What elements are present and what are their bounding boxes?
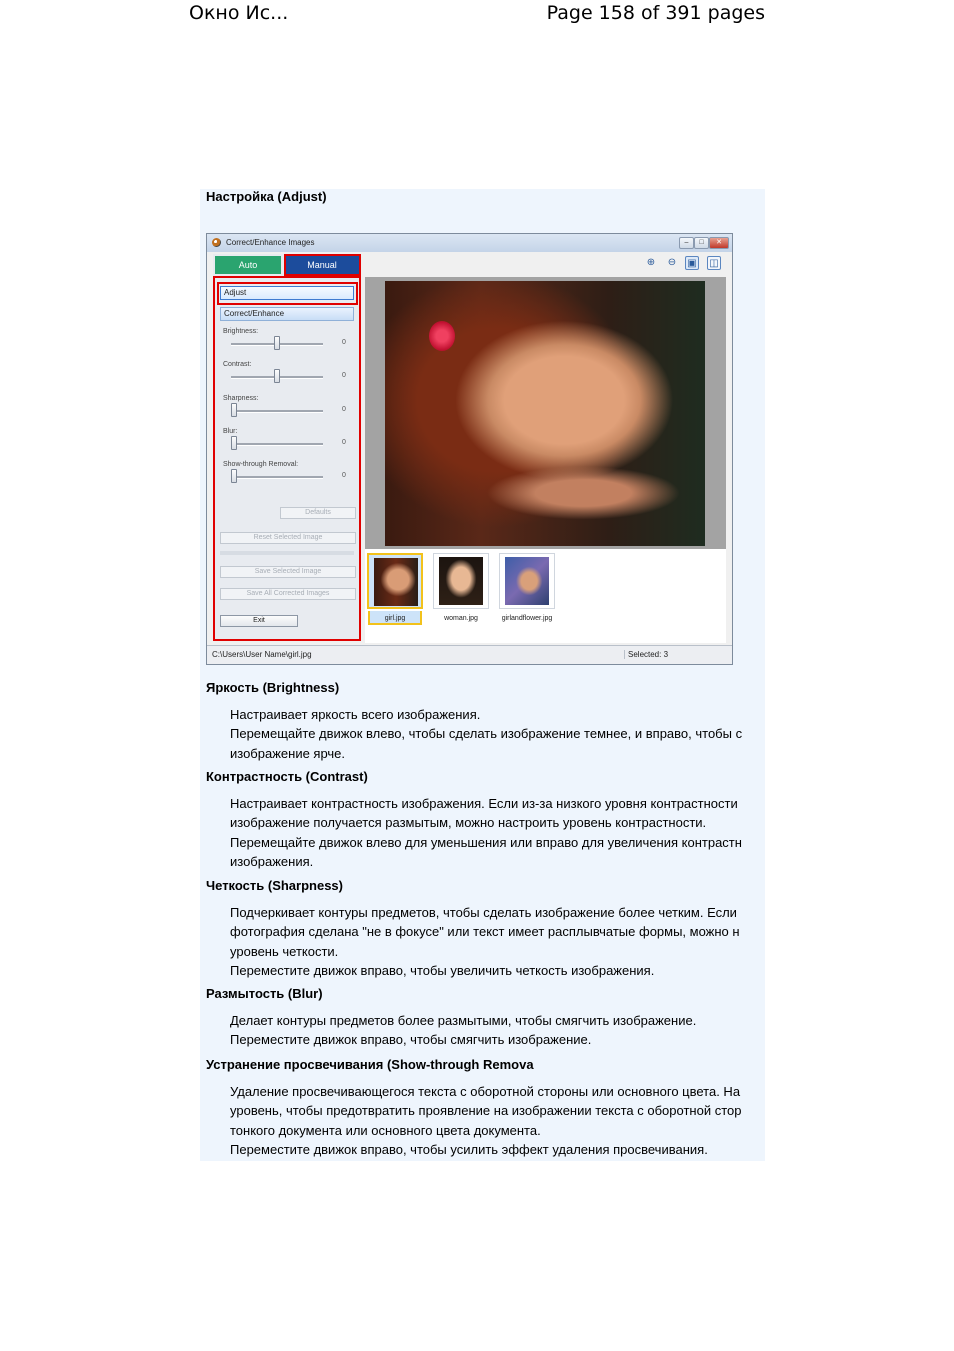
highlight-manual-tab xyxy=(284,254,361,276)
slider-thumb[interactable] xyxy=(274,336,280,350)
status-bar xyxy=(207,645,732,664)
zoom-in-icon[interactable]: ⊕ xyxy=(646,257,656,268)
text-line: уровень, чтобы предотвратить проявление на изображении текста с оборотной стор xyxy=(230,1103,742,1119)
correct-enhance-button[interactable]: Correct/Enhance xyxy=(220,307,354,321)
minimize-icon[interactable]: – xyxy=(679,237,694,249)
section-text xyxy=(230,705,742,763)
thumbnail-name: girlandflower.jpg xyxy=(501,615,553,622)
slider-label: Sharpness: xyxy=(223,394,259,402)
text-line: тонкого документа или основного цвета документа. xyxy=(230,1122,541,1138)
slider-label: Blur: xyxy=(223,427,238,435)
maximize-icon[interactable]: □ xyxy=(694,237,709,249)
thumbnail-image xyxy=(374,558,418,606)
slider-track[interactable] xyxy=(231,476,323,479)
exit-button[interactable]: Exit xyxy=(220,615,298,627)
section-heading: Контрастность (Contrast) xyxy=(206,769,368,784)
text-line: Перемещайте движок влево для уменьшения или вправо для увеличения контрастн xyxy=(230,834,742,850)
thumbnail-frame xyxy=(499,553,555,609)
text-line: Подчеркивает контуры предметов, чтобы сделать изображение более четким. Если xyxy=(230,905,737,920)
slider-track[interactable] xyxy=(231,343,323,346)
save-all-corrected-images-button[interactable]: Save All Corrected Images xyxy=(220,588,356,600)
window-title: Correct/Enhance Images xyxy=(226,238,315,247)
text-line: Делает контуры предметов более размытыми, чтобы смягчить изображение. xyxy=(230,1013,697,1028)
app-icon xyxy=(212,238,221,247)
correct-enhance-window xyxy=(206,233,733,665)
text-line: Переместите движок вправо, чтобы усилить эффект удаления просвечивания. xyxy=(230,1141,708,1157)
section-text xyxy=(230,1082,741,1159)
slider-label: Brightness: xyxy=(223,328,259,335)
status-path: C:\Users\User Name\girl.jpg xyxy=(212,650,312,659)
section-text xyxy=(230,1011,696,1050)
image-preview[interactable] xyxy=(365,277,726,549)
reset-selected-image-button[interactable]: Reset Selected Image xyxy=(220,532,356,544)
thumbnail-name: woman.jpg xyxy=(444,615,478,622)
slider-thumb[interactable] xyxy=(231,436,237,450)
tab-auto[interactable]: Auto xyxy=(215,256,281,274)
slider-thumb[interactable] xyxy=(231,403,237,417)
slider-label: Show-through Removal: xyxy=(223,461,299,469)
section-heading: Устранение просвечивания (Show-through Remova xyxy=(206,1057,534,1072)
slider-track[interactable] xyxy=(231,443,323,446)
left-pane xyxy=(213,254,361,641)
thumbnail-frame xyxy=(367,553,423,609)
window-titlebar xyxy=(207,234,732,252)
zoom-out-icon[interactable]: ⊖ xyxy=(667,257,677,268)
thumbnail-name: girl.jpg xyxy=(384,615,406,622)
thumbnail-image xyxy=(439,557,483,605)
section-heading: Яркость (Brightness) xyxy=(206,680,340,695)
page-header-left: Окно Ис... xyxy=(189,2,289,24)
text-line: Настраивает яркость всего изображения. xyxy=(230,707,481,722)
slider-thumb[interactable] xyxy=(231,469,237,483)
text-line: Удаление просвечивающегося текста с оборотной стороны или основного цвета. На xyxy=(230,1084,741,1099)
slider-value: 0 xyxy=(342,405,346,413)
adjust-button[interactable]: Adjust xyxy=(220,286,354,300)
slider-track[interactable] xyxy=(231,376,323,379)
view-whole-image-icon[interactable]: ▣ xyxy=(685,256,699,270)
slider-value: 0 xyxy=(342,472,346,480)
tab-manual[interactable]: Manual xyxy=(285,256,359,274)
slider-track[interactable] xyxy=(231,410,323,413)
status-selected-count: Selected: 3 xyxy=(624,650,668,659)
slider-value: 0 xyxy=(342,339,346,346)
text-line: изображение ярче. xyxy=(230,745,346,761)
section-text xyxy=(230,794,742,871)
flower-in-hair xyxy=(429,321,455,351)
slider-label: Contrast: xyxy=(223,361,252,369)
text-line: Переместите движок вправо, чтобы увеличить четкость изображения. xyxy=(230,962,655,978)
content-panel xyxy=(200,189,765,1161)
defaults-button[interactable]: Defaults xyxy=(280,507,356,519)
section-title: Настройка (Adjust) xyxy=(206,189,327,204)
thumbnail-strip xyxy=(365,549,726,643)
page-header-right: Page 158 of 391 pages xyxy=(546,2,765,24)
save-selected-image-button[interactable]: Save Selected Image xyxy=(220,566,356,578)
section-text xyxy=(230,903,740,980)
thumbnail-frame xyxy=(433,553,489,609)
slider-value: 0 xyxy=(342,372,346,380)
text-line: фотография сделана "не в фокусе" или текст имеет расплывчатые формы, можно н xyxy=(230,924,740,940)
compare-icon[interactable]: ◫ xyxy=(707,256,721,270)
text-line: Настраивает контрастность изображения. Если из-за низкого уровня контрастности xyxy=(230,796,738,811)
text-line: изображение получается размытым, можно настроить уровень контрастности. xyxy=(230,815,707,831)
slider-thumb[interactable] xyxy=(274,369,280,383)
preview-photo xyxy=(385,281,705,546)
text-line: уровень четкости. xyxy=(230,943,339,959)
section-heading: Четкость (Sharpness) xyxy=(206,878,343,893)
text-line: изображения. xyxy=(230,853,314,869)
close-icon[interactable]: ✕ xyxy=(709,237,729,249)
slider-value: 0 xyxy=(342,438,346,446)
text-line: Перемещайте движок влево, чтобы сделать изображение темнее, и вправо, чтобы с xyxy=(230,726,743,742)
section-heading: Размытость (Blur) xyxy=(206,986,323,1001)
thumbnail-image xyxy=(505,557,549,605)
text-line: Переместите движок вправо, чтобы смягчить изображение. xyxy=(230,1032,592,1048)
